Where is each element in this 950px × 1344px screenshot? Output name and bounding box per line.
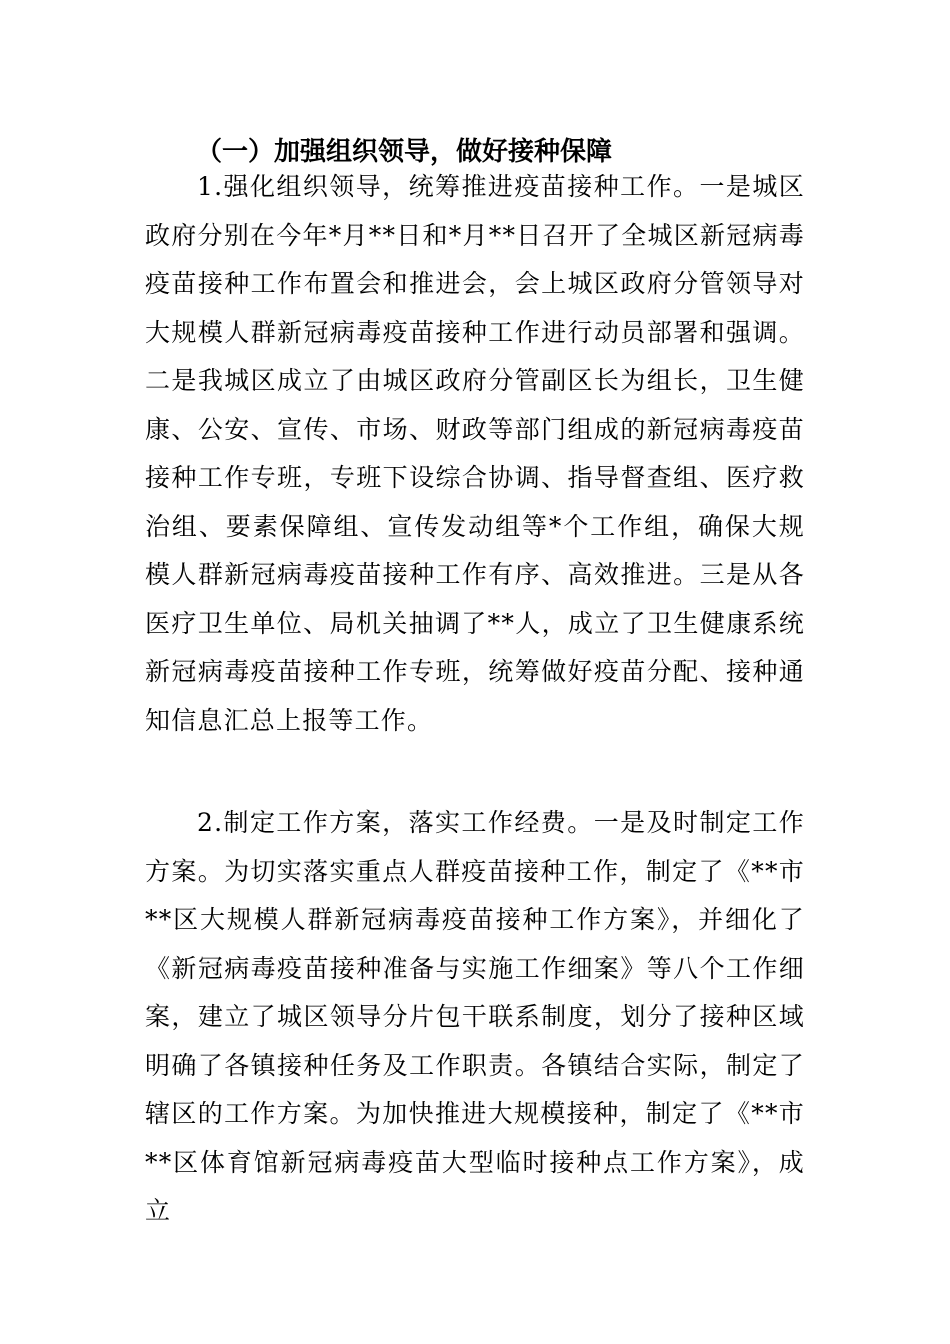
- paragraph-1: 1.强化组织领导，统筹推进疫苗接种工作。一是城区政府分别在今年*月**日和*月**日召开了全城区新冠病毒疫苗接种工作布置会和推进会，会上城区政府分管领导对大规模人群新冠病毒疫苗接种工作进行动员部署和强调。二是我城区成立了由城区政府分管副区长为组长，卫生健康、公安、宣传、市场、财政等部门组成的新冠病毒疫苗接种工作专班，专班下设综合协调、指导督查组、医疗救治组、要素保障组、宣传发动组等*个工作组，确保大规模人群新冠病毒疫苗接种工作有序、高效推进。三是从各医疗卫生单位、局机关抽调了**人，成立了卫生健康系统新冠病毒疫苗接种工作专班，统筹做好疫苗分配、接种通知信息汇总上报等工作。: [145, 172, 805, 735]
- paragraph-2: 2.制定工作方案，落实工作经费。一是及时制定工作方案。为切实落实重点人群疫苗接种工作，制定了《**市**区大规模人群新冠病毒疫苗接种工作方案》，并细化了《新冠病毒疫苗接种准备与实施工作细案》等八个工作细案，建立了城区领导分片包干联系制度，划分了接种区域明确了各镇接种任务及工作职责。各镇结合实际，制定了辖区的工作方案。为加快推进大规模接种，制定了《**市**区体育馆新冠病毒疫苗大型临时接种点工作方案》，成立: [145, 808, 805, 1225]
- section-heading: （一）加强组织领导，做好接种保障: [196, 137, 613, 167]
